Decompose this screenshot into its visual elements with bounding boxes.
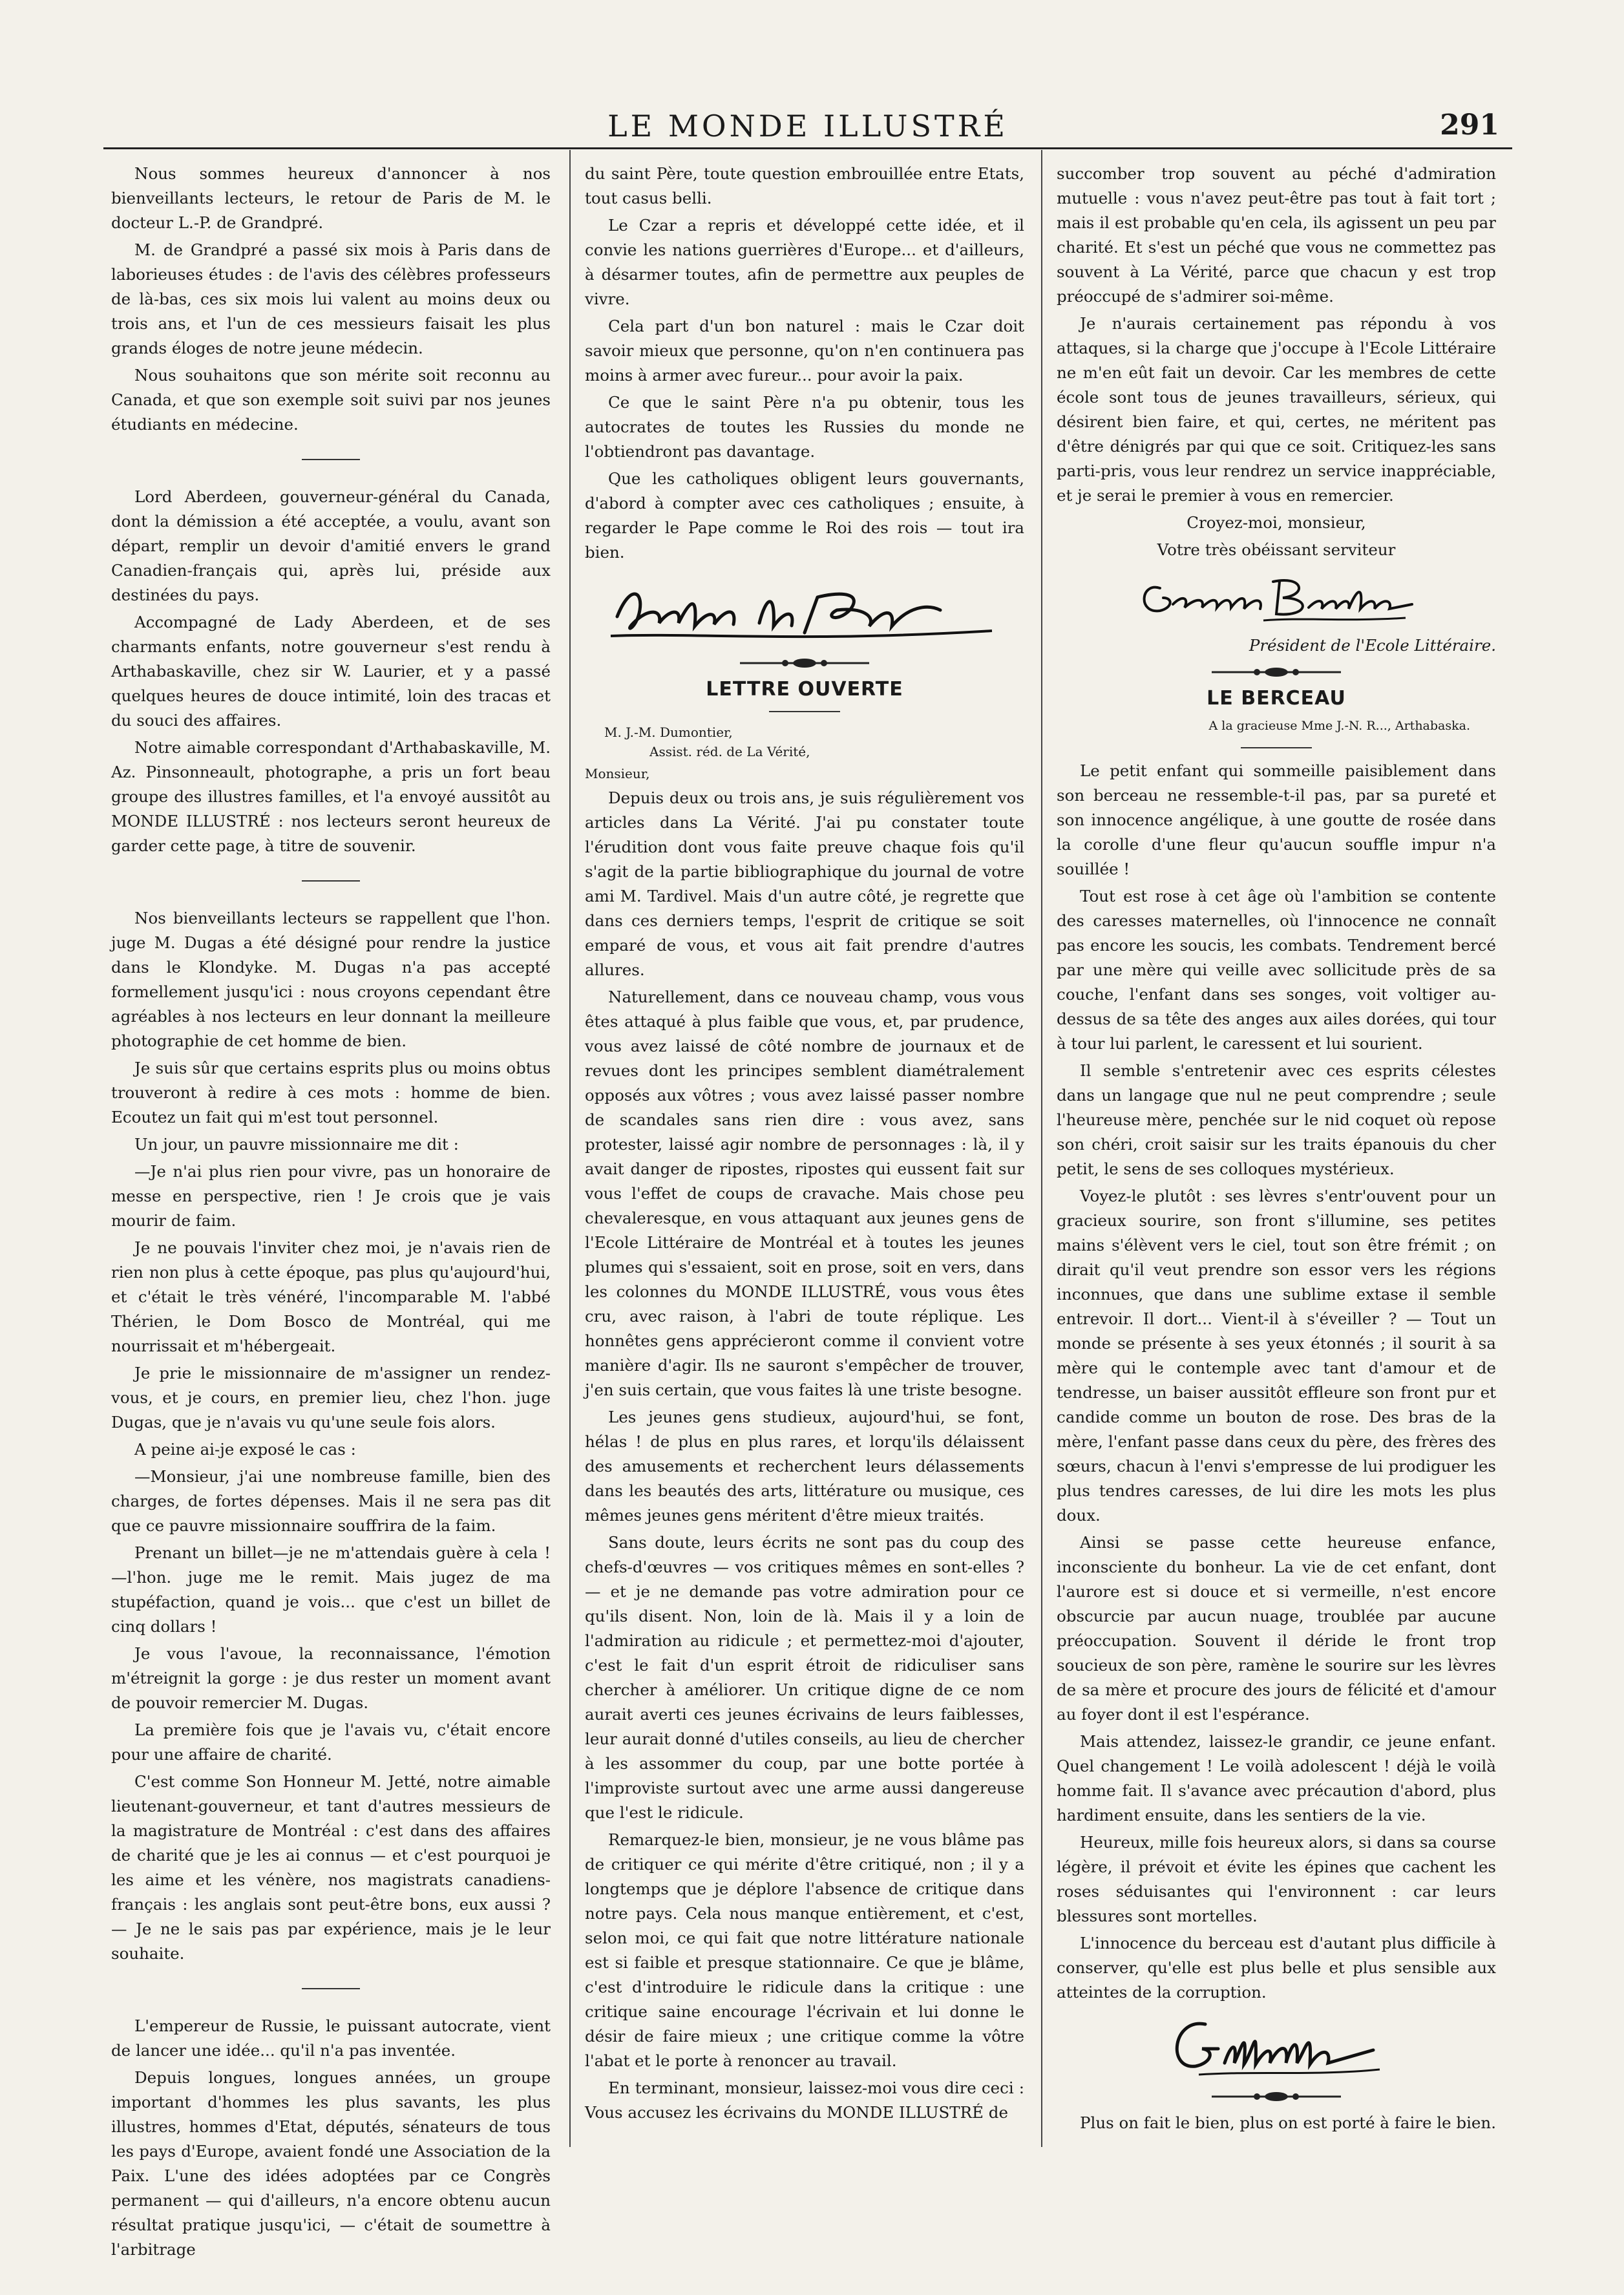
paragraph: En terminant, monsieur, laissez-moi vous dire ceci : Vous accusez les écrivains du MONDE ILLUSTRÉ de xyxy=(585,2078,1024,2122)
paragraph: Ainsi se passe cette heureuse enfance, inconsciente du bonheur. La vie de cet enfant, dont l'aurore est si douce et si vermeille, n'est encore obscurcie par aucun nuage, troublée par aucune préoccupation. Souvent il déride le front trop soucieux de son père, ramène le sourire sur les lèvres de sa mère et procure des jours de félicité et d'amour au foyer dont il est l'espérance. xyxy=(1057,1533,1496,1724)
paragraph: Il semble s'entretenir avec ces esprits célestes dans un langage que nul ne peut comprendre ; seule l'heureuse mère, penchée sur le nid coquet où repose son chéri, croit saisir sur les traits épanouis du cher petit, le sens de ses colloques mystérieux. xyxy=(1057,1061,1496,1178)
paragraph: Que les catholiques obligent leurs gouvernants, d'abord à compter avec ces catholiques ; ensuite, à regarder le Pape comme le Roi des rois — tout ira bien. xyxy=(585,469,1024,562)
paragraph: Notre aimable correspondant d'Arthabaskaville, M. Az. Pinsonneault, photographe, a pris un fort beau groupe des illustres familles, et l'a envoyé aussitôt au MONDE ILLUSTRÉ : nos lecteurs seront heureux de garder cette page, à titre de souvenir. xyxy=(111,738,551,855)
paragraph: Je n'aurais certainement pas répondu à vos attaques, si la charge que j'occupe à l'Ecole Littéraire ne m'en eût fait un devoir. Car les membres de cette école sont tous de jeunes travailleurs, sérieux, qui désirent bien faire, et qui, certes, ne méritent pas d'être dénigrés par qui que ce soit. Critiquez-les sans parti-pris, vous leur rendrez un service inappréciable, et je serai le premier à vous en remercier. xyxy=(1057,314,1496,505)
masthead xyxy=(103,109,1512,147)
article-aberdeen xyxy=(111,485,551,858)
paragraph: Je vous l'avoue, la reconnaissance, l'émotion m'étreignit la gorge : je dus rester un moment avant de pouvoir remercier M. Dugas. xyxy=(111,1644,551,1712)
title-rule xyxy=(769,711,840,712)
section-separator xyxy=(302,459,360,460)
paragraph: L'innocence du berceau est d'autant plus difficile à conserver, qu'elle est plus belle et plus sensible aux atteintes de la corruption. xyxy=(1057,1934,1496,2002)
paragraph: Cela part d'un bon naturel : mais le Czar doit savoir mieux que personne, qu'on n'en continuera pas moins à armer avec fureur... pour avoir la paix. xyxy=(585,317,1024,385)
dedication: A la gracieuse Mme J.-N. R..., Arthabaska. xyxy=(1208,719,1470,733)
paragraph: Je ne pouvais l'inviter chez moi, je n'avais rien de rien non plus à cette époque, pas plus qu'aujourd'hui, et c'était le très vénéré, l'incomparable M. l'abbé Thérien, le Dom Bosco de Montréal, qui me nourrissait et m'hébergeait. xyxy=(111,1238,551,1355)
paragraph: Remarquez-le bien, monsieur, je ne vous blâme pas de critiquer ce qui mérite d'être critiqué, non ; il y a longtemps que je déplore l'absence de critique dans notre pays. Cela nous manque entièrement, et c'est, selon moi, ce qui fait que notre littérature nationale est si faible et presque stationnaire. Ce que je blâme, c'est d'introduire le ridicule dans la critique : une critique saine encourage l'écrivain et lui donne le désir de faire mieux ; une critique comme la vôtre l'abat et le porte à renoncer au travail. xyxy=(585,1830,1024,2070)
ornament-divider xyxy=(1212,666,1341,679)
paragraph: Le Czar a repris et développé cette idée, et il convie les nations guerrières d'Europe... et d'ailleurs, à désarmer toutes, afin de permettre aux peuples de vivre. xyxy=(585,216,1024,308)
paragraph: Nous sommes heureux d'annoncer à nos bienveillants lecteurs, le retour de Paris de M. le docteur L.-P. de Grandpré. xyxy=(111,164,551,232)
paragraph: Depuis deux ou trois ans, je suis régulièrement vos articles dans La Vérité. J'ai pu constater toute l'érudition dont vous faite preuve chaque fois qu'il s'agit de la partie bibliographique du journal de votre ami M. Tardivel. Mais d'un autre côté, je regrette que dans ces derniers temps, l'esprit de critique se soit emparé de vous, et vous ait fait prendre d'autres allures. xyxy=(585,788,1024,979)
paragraph: Heureux, mille fois heureux alors, si dans sa course légère, il prévoit et évite les épines que cachent les roses séduisantes qui l'environnent : car leurs blessures sont mortelles. xyxy=(1057,1833,1496,1925)
addressee-name: M. J.-M. Dumontier, xyxy=(604,724,733,740)
signatory-title: Président de l'Ecole Littéraire. xyxy=(1249,636,1496,655)
section-separator xyxy=(302,1988,360,1989)
newspaper-title: LE MONDE ILLUSTRÉ xyxy=(607,109,1008,143)
paragraph: du saint Père, toute question embrouillée entre Etats, tout casus belli. xyxy=(585,164,1024,207)
paragraph: Je suis sûr que certains esprits plus ou moins obtus trouveront à redire à ces mots : homme de bien. Ecoutez un fait qui m'est tout personnel. xyxy=(111,1059,551,1126)
paragraph: M. de Grandpré a passé six mois à Paris dans de laborieuses études : de l'avis des célèbres professeurs de là-bas, ces six mois lui valent au moins deux ou trois ans, et l'un de ces messieurs faisait les plus grands éloges de notre jeune médecin. xyxy=(111,240,551,357)
paragraph: Tout est rose à cet âge où l'ambition se contente des caresses maternelles, où l'innocence ne connaît pas encore les soucis, les combats. Tendrement bercé par une mère qui veille avec sollicitude près de sa couche, l'enfant dans ses songes, voit voltiger au-dessus de sa tête des anges aux ailes dorées, qui tour à tour lui parlent, le caressent et lui sourient. xyxy=(1057,887,1496,1053)
column-1 xyxy=(111,162,551,2265)
paragraph: Nos bienveillants lecteurs se rappellent que l'hon. juge M. Dugas a été désigné pour rendre la justice dans le Klondyke. M. Dugas n'a pas accepté formellement jusqu'ici : nous croyons cependant être agréables à nos lecteurs en leur donnant la meilleure photographie de cet homme de bien. xyxy=(111,909,551,1050)
paragraph: succomber trop souvent au péché d'admiration mutuelle : vous n'avez peut-être pas tout à fait tort ; mais il est probable qu'en cela, ils agissent un peu par charité. Et s'est un péché que vous ne commettez pas souvent à La Vérité, parce que chacun y est trop préoccupé de s'admirer soi-même. xyxy=(1057,164,1496,306)
paragraph: Je prie le missionnaire de m'assigner un rendez-vous, et je cours, en premier lieu, chez l'hon. juge Dugas, que je n'avais vu qu'une seule fois alors. xyxy=(111,1364,551,1432)
closing-line: Croyez-moi, monsieur, xyxy=(1186,513,1366,532)
title-rule xyxy=(1241,747,1312,748)
salutation: Monsieur, xyxy=(585,766,650,781)
article-dugas xyxy=(111,906,551,1966)
paragraph: —Je n'ai plus rien pour vivre, pas un honoraire de messe en perspective, rien ! Je crois que je vais mourir de faim. xyxy=(111,1162,551,1230)
paragraph: Le petit enfant qui sommeille paisiblement dans son berceau ne ressemble-t-il pas, par sa pureté et son innocence angélique, à une goutte de rosée dans la corolle d'une fleur qu'aucun souffle impur n'a souillée ! xyxy=(1057,761,1496,878)
column-divider xyxy=(1041,150,1042,2147)
handwritten-signature xyxy=(604,571,1005,649)
ornament-divider xyxy=(740,657,869,670)
paragraph: Lord Aberdeen, gouverneur-général du Canada, dont la démission a été acceptée, a voulu, avant son départ, remplir un devoir d'amitié envers le grand Canadien-français qui, après lui, préside aux destinées du pays. xyxy=(111,487,551,604)
paragraph: Prenant un billet—je ne m'attendais guère à cela !—l'hon. juge me le remit. Mais jugez de ma stupéfaction, quand je vois... que c'est un billet de cinq dollars ! xyxy=(111,1543,551,1636)
article-empereur xyxy=(111,2014,551,2262)
paragraph: Ce que le saint Père n'a pu obtenir, tous les autocrates de toutes les Russies du monde ne l'obtiendront pas davantage. xyxy=(585,393,1024,461)
article-title: LE BERCEAU xyxy=(1207,687,1346,710)
paragraph: Plus on fait le bien, plus on est porté à faire le bien. xyxy=(1080,2113,1496,2132)
paragraph: Depuis longues, longues années, un groupe important d'hommes les plus savants, les plus illustres, hommes d'Etat, députés, sénateurs de tous les pays d'Europe, avaient fondé une Association de la Paix. L'une des idées adoptées par ce Congrès permanent — qui d'ailleurs, n'a encore obtenu aucun résultat pratique jusqu'ici, — c'était de soumettre à l'arbitrage xyxy=(111,2068,551,2259)
paragraph: Naturellement, dans ce nouveau champ, vous vous êtes attaqué à plus faible que vous, et, par prudence, vous avez laissé de côté nombre de journaux et de revues dont les principes semblent diamétralement opposés aux vôtres ; vous avez laissé passer nombre de scandales sans rien dire : vous avez, sans protester, laissé agir nombre de personnages : là, il y avait danger de ripostes, ripostes qui eussent fait sur vous l'effet de coups de cravache. Mais chose peu chevaleresque, en vous attaquant aux jeunes gens de l'Ecole Littéraire de Montréal et à toutes les jeunes plumes qui s'essaient, soit en prose, soit en vers, dans les colonnes du MONDE ILLUSTRÉ, vous vous êtes cru, avec raison, à l'abri de toute réplique. Les honnêtes gens apprécieront comme il convient votre manière d'agir. Ils ne sauront s'empêcher de trouver, j'en suis certain, que vous faites là une triste besogne. xyxy=(585,988,1024,1399)
article-title: LETTRE OUVERTE xyxy=(706,678,903,701)
paragraph: A peine ai-je exposé le cas : xyxy=(134,1440,356,1459)
paragraph: —Monsieur, j'ai une nombreuse famille, bien des charges, de fortes dépenses. Mais il ne sera pas dit que ce pauvre missionnaire souffrira de la faim. xyxy=(111,1467,551,1535)
paragraph: Nous souhaitons que son mérite soit reconnu au Canada, et que son exemple soit suivi par nos jeunes étudiants en médecine. xyxy=(111,366,551,434)
ornament-divider xyxy=(1212,2090,1341,2103)
paragraph: Accompagné de Lady Aberdeen, et de ses charmants enfants, notre gouverneur s'est rendu à Arthabaskaville, chez sir W. Laurier, et y a passé quelques heures de douce intimité, loin des tracas et du souci des affaires. xyxy=(111,613,551,730)
section-separator xyxy=(302,880,360,882)
column-divider xyxy=(569,150,571,2147)
column-3 xyxy=(1057,162,1496,2138)
page-number: 291 xyxy=(1440,109,1499,142)
paragraph: La première fois que je l'avais vu, c'était encore pour une affaire de charité. xyxy=(111,1720,551,1764)
paragraph: Mais attendez, laissez-le grandir, ce jeune enfant. Quel changement ! Le voilà adolescent ! déjà le voilà homme fait. Il s'avance avec précaution d'abord, plus hardiment ensuite, dans les sentiers de la vie. xyxy=(1057,1732,1496,1824)
column-2 xyxy=(585,162,1024,2128)
handwritten-signature xyxy=(1134,569,1418,627)
handwritten-signature xyxy=(1160,2011,1393,2082)
paragraph: L'empereur de Russie, le puissant autocrate, vient de lancer une idée... qu'il n'a pas inventée. xyxy=(111,2016,551,2060)
paragraph: Un jour, un pauvre missionnaire me dit : xyxy=(134,1135,459,1154)
paragraph: Sans doute, leurs écrits ne sont pas du coup des chefs-d'œuvres — vos critiques mêmes en sont-elles ? — et je ne demande pas votre admiration pour ce qu'ils disent. Non, loin de là. Mais il y a loin de l'admiration au ridicule ; et permettez-moi d'ajouter, c'est le fait d'un esprit étroit de ridiculiser sans chercher à améliorer. Un critique digne de ce nom aurait averti ces jeunes écrivains de leurs faiblesses, leur aurait donné d'utiles conseils, au lieu de chercher à les assommer du coup, par une botte portée à l'improviste surtout avec une arme aussi dangereuse que l'est le ridicule. xyxy=(585,1533,1024,1822)
header-rule xyxy=(103,147,1512,149)
paragraph: C'est comme Son Honneur M. Jetté, notre aimable lieutenant-gouverneur, et tant d'autres messieurs de la magistrature de Montréal : c'est dans des affaires de charité que je les ai connus — et c'est pourquoi je les aime et les vénère, nos magistrats canadiens-français : les anglais sont peut-être bons, eux aussi ? — Je ne le sais pas par expérience, mais je le leur souhaite. xyxy=(111,1772,551,1963)
paragraph: Voyez-le plutôt : ses lèvres s'entr'ouvent pour un gracieux sourire, son front s'illumine, ses petites mains s'élèvent vers le ciel, tout son être frémit ; on dirait qu'il veut prendre son essor vers les régions inconnues, que dans une sublime extase il semble entrevoir. Il dort... Vient-il à s'éveiller ? — Tout un monde se présente à ses yeux étonnés ; il sourit à sa mère qui le contemple avec tant d'amour et de tendresse, un baiser aussitôt effleure son front pur et candide comme un bouton de rose. Des bras de la mère, l'enfant passe dans ceux du père, des frères des sœurs, chacun à l'envi s'empresse de lui prodiguer les plus tendres caresses, de lui dire les mots les plus doux. xyxy=(1057,1187,1496,1525)
closing-line: Votre très obéissant serviteur xyxy=(1157,540,1396,559)
addressee-title: Assist. réd. de La Vérité, xyxy=(649,744,810,759)
article-grandpre xyxy=(111,162,551,437)
paragraph: Les jeunes gens studieux, aujourd'hui, se font, hélas ! de plus en plus rares, et lorqu'ils délaissent des amusements et recherchent leurs délassements dans les beautés des arts, littérature ou musique, ces mêmes jeunes gens méritent d'être mieux traités. xyxy=(585,1408,1024,1525)
